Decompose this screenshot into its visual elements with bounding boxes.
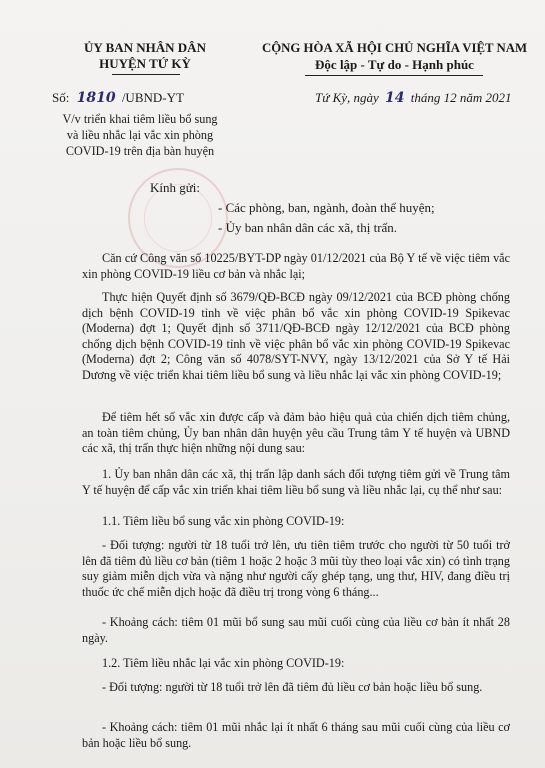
paragraph-legal-basis: Căn cứ Công văn số 10225/BYT-DP ngày 01/12/2021 của Bộ Y tế về việc tiêm vắc xin phòng COVID-19 liều cơ bản và nhắc lại; [82, 251, 510, 281]
handwritten-day: 14 [385, 90, 405, 106]
paragraph-purpose: Để tiêm hết số vắc xin được cấp và đảm bảo hiệu quả của chiến dịch tiêm chủng, an toàn tiêm chủng, Ủy ban nhân dân huyện yêu cầu Trung tâm Y tế huyện và UBND các xã, thị trấn thực hiện những nội dung sau: [82, 410, 510, 455]
agency-district: HUYỆN TỨ KỲ [99, 56, 191, 71]
section-heading-1-1: 1.1. Tiêm liều bổ sung vắc xin phòng COVID-19: [102, 514, 345, 528]
paragraph-item-1: 1. Ủy ban nhân dân các xã, thị trấn lập danh sách đối tượng tiêm gửi về Trung tâm Y tế huyện để cấp vắc xin triển khai tiêm liều bổ sung và liều nhắc lại, cụ thể như sau: [82, 467, 510, 497]
agency-underline [112, 74, 180, 75]
motto-underline [305, 75, 483, 76]
paragraph-implementation: Thực hiện Quyết định số 3679/QĐ-BCĐ ngày 09/12/2021 của BCĐ phòng chống dịch bệnh COVID-19 tỉnh về việc phân bổ vắc xin phòng COVID-19 Spikevac (Moderna) đợt 1; Quyết định số 3711/QĐ-BCĐ ngày 12/12/2021 của BCĐ phòng chống dịch bệnh COVID-19 tỉnh về việc phân bổ vắc xin phòng COVID-19 Spikevac (Moderna) đợt 2; Công văn số 4078/SYT-NVY, ngày 13/12/2021 của Sở Y tế Hải Dương về việc triển khai tiêm liều bổ sung và liều nhắc lại vắc xin phòng COVID-19; [82, 290, 510, 382]
document-number: Số: 1810 /UBND-YT [52, 90, 184, 106]
subject-line-3: COVID-19 trên địa bàn huyện [65, 144, 215, 158]
paragraph-interval-booster: - Khoảng cách: tiêm 01 mũi bổ sung sau mũi cuối cùng của liều cơ bản ít nhất 28 ngày. [82, 615, 510, 645]
paragraph-interval-reminder: - Khoảng cách: tiêm 01 mũi nhắc lại ít nhất 6 tháng sau mũi cuối cùng của liều cơ bản hoặc liều bổ sung. [82, 720, 510, 750]
national-motto: Độc lập - Tự do - Hạnh phúc [315, 57, 474, 72]
subject-line-1: V/v triển khai tiêm liều bổ sung [62, 112, 218, 126]
national-title: CỘNG HÒA XÃ HỘI CHỦ NGHĨA VIỆT NAM [261, 41, 528, 55]
handwritten-number: 1810 [76, 90, 116, 106]
paragraph-target-booster: - Đối tượng: người từ 18 tuổi trở lên, ưu tiên tiêm trước cho người từ 50 tuổi trở lên đã tiêm đủ liều cơ bản (tiêm 1 hoặc 2 hoặc 3 mũi tùy theo loại vắc xin) có tình trạng suy giảm miễn dịch vừa và nặng như người cấy ghép tạng, ung thư, HIV, đang điều trị thuốc ức chế miễn dịch hoặc đã điều trị trong vòng 6 tháng... [82, 538, 510, 599]
section-heading-1-2: 1.2. Tiêm liều nhắc lại vắc xin phòng COVID-19: [102, 656, 345, 670]
recipient-item: - Các phòng, ban, ngành, đoàn thể huyện; [218, 200, 435, 215]
paragraph-target-reminder: - Đối tượng: người từ 18 tuổi trở lên đã tiêm đủ liều cơ bản hoặc liều bổ sung. [102, 680, 483, 694]
subject-line-2: và liều nhắc lại vắc xin phòng [66, 128, 214, 142]
document-date: Tứ Kỳ, ngày 14 tháng 12 năm 2021 [315, 90, 512, 106]
recipients-label: Kính gửi: [150, 180, 201, 195]
recipient-item: - Ủy ban nhân dân các xã, thị trấn. [218, 220, 398, 235]
agency-name: ỦY BAN NHÂN DÂN [84, 40, 206, 55]
